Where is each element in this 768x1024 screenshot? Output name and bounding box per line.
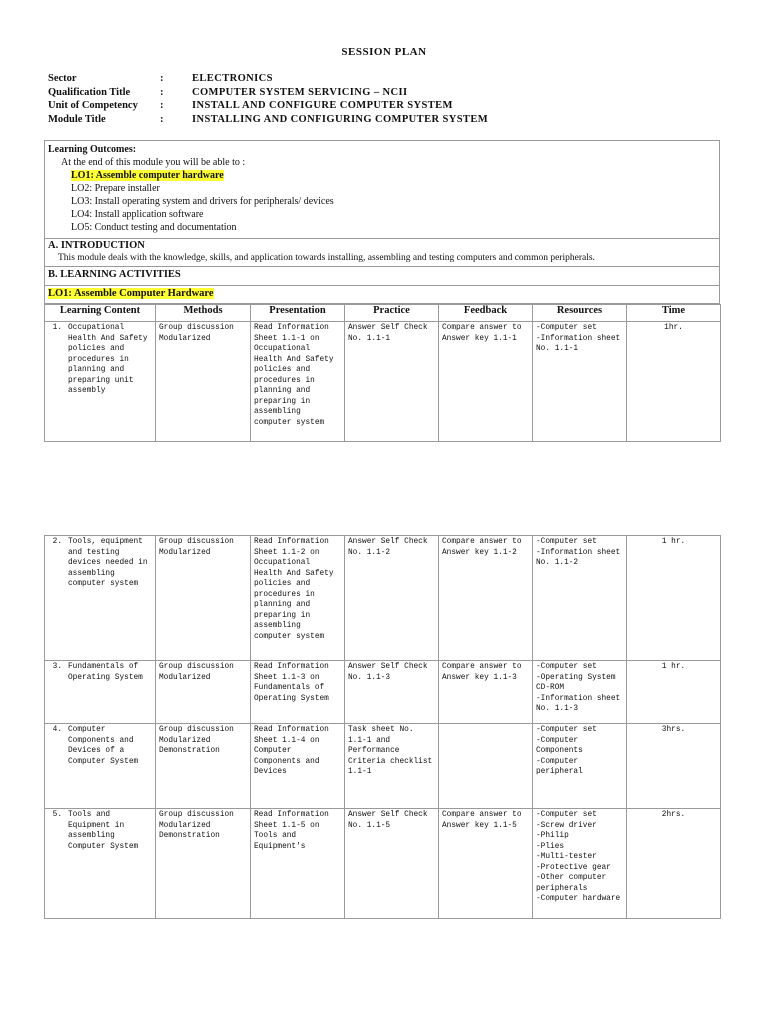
col-header-learning-content: Learning Content [45,305,156,322]
table-header-row [45,305,721,322]
activities-table-part2 [44,535,721,919]
row-number: 4. [52,726,62,734]
cell-practice: Answer Self Check No. 1.1-5 [345,809,439,919]
resource-item: -Computer set [536,324,597,332]
outcome-item [48,169,719,182]
meta-row-unit [48,99,488,113]
meta-colon: : [160,100,164,111]
cell-feedback: Compare answer to Answer key 1.1-3 [439,661,533,724]
cell-presentation: Read Information Sheet 1.1-1 on Occupational Health And Safety policies and procedures in planning and preparing in assembling computer system [251,322,345,442]
cell-resources [533,536,627,661]
cell-presentation: Read Information Sheet 1.1-3 on Fundamentals of Operating System [251,661,345,724]
cell-time: 1 hr. [627,661,721,724]
content-text: Fundamentals of Operating System [68,663,143,682]
col-header-time: Time [627,305,721,322]
cell-learning-content [45,724,156,809]
cell-feedback: Compare answer to Answer key 1.1-2 [439,536,533,661]
document-title: SESSION PLAN [341,46,427,58]
meta-label: Qualification Title [48,86,131,98]
outcome-item: LO2: Prepare installer [71,183,160,194]
cell-learning-content [45,809,156,919]
meta-colon: : [160,73,164,84]
cell-methods: Group discussion Modularized [156,536,251,661]
content-text: Computer Components and Devices of a Computer System [68,726,139,766]
meta-label: Module Title [48,113,106,125]
resource-item: -Operating System CD-ROM [536,673,616,692]
cell-resources [533,809,627,919]
outcome-lo1-highlighted: LO1: Assemble computer hardware [71,170,224,181]
content-text: Tools and Equipment in assembling Computer System [68,811,139,851]
cell-feedback: Compare answer to Answer key 1.1-1 [439,322,533,442]
cell-learning-content [45,322,156,442]
col-header-feedback: Feedback [439,305,533,322]
cell-learning-content [45,661,156,724]
outcomes-intro: At the end of this module you will be able to : [61,157,246,168]
cell-time: 1hr. [627,322,721,442]
cell-time: 2hrs. [627,809,721,919]
content-text: Tools, equipment and testing devices needed in assembling computer system [68,538,148,588]
col-header-practice: Practice [345,305,439,322]
cell-feedback: Compare answer to Answer key 1.1-5 [439,809,533,919]
resource-item: -Computer set [536,726,597,734]
cell-resources [533,322,627,442]
outcomes-heading: Learning Outcomes: [48,144,137,155]
resource-item: -Plies [536,842,565,851]
outcome-item: LO5: Conduct testing and documentation [71,222,237,233]
module-info [48,72,488,126]
learning-activities-heading: B. LEARNING ACTIVITIES [44,267,720,286]
resource-item: -Computer set [536,663,597,671]
resource-item: -Computer hardware [536,895,621,903]
cell-methods: Group discussion Modularized Demonstration [156,724,251,809]
outcome-item: LO3: Install operating system and drivers for peripherals/ devices [71,196,334,207]
introduction-heading: A. INTRODUCTION [48,240,145,251]
resource-item: -Computer peripheral [536,757,583,776]
table-row [45,661,721,724]
content-text: Occupational Health And Safety policies and procedures in planning and preparing unit assembly [68,324,148,395]
cell-presentation: Read Information Sheet 1.1-2 on Occupational Health And Safety policies and procedures in planning and preparing in assembling computer system [251,536,345,661]
row-number: 5. [52,811,62,819]
meta-colon: : [160,113,164,125]
cell-feedback [439,724,533,809]
resource-item: -Protective gear [536,863,611,872]
cell-practice: Answer Self Check No. 1.1-1 [345,322,439,442]
resource-item: -Information sheet No. 1.1-3 [536,694,621,713]
lo1-heading: LO1: Assemble Computer Hardware [48,288,214,299]
meta-value: INSTALL AND CONFIGURE COMPUTER SYSTEM [192,100,453,111]
meta-value: ELECTRONICS [192,73,273,84]
meta-row-module [48,113,488,127]
meta-value: COMPUTER SYSTEM SERVICING – NCII [192,86,408,98]
introduction-section [44,239,720,267]
cell-practice: Task sheet No. 1.1-1 and Performance Criteria checklist 1.1-1 [345,724,439,809]
activities-table-part1 [44,304,721,442]
resource-item: -Computer Components [536,736,583,755]
cell-time: 3hrs. [627,724,721,809]
resource-item: -Screw driver [536,821,597,830]
row-number: 2. [52,538,62,546]
meta-value: INSTALLING AND CONFIGURING COMPUTER SYSTEM [192,113,489,125]
resource-item: -Information sheet No. 1.1-1 [536,334,621,353]
row-number: 3. [52,663,62,671]
learning-outcomes-box [44,140,720,239]
cell-resources [533,661,627,724]
meta-label: Unit of Competency [48,100,138,111]
table-row [45,322,721,442]
resource-item: -Information sheet No. 1.1-2 [536,548,621,567]
col-header-methods: Methods [156,305,251,322]
col-header-presentation: Presentation [251,305,345,322]
resource-item: -Computer set [536,538,597,546]
meta-label: Sector [48,73,77,84]
resource-item: -Multi-tester [536,853,597,861]
resource-item: -Computer set [536,811,597,819]
cell-presentation: Read Information Sheet 1.1-5 on Tools and Equipment's [251,809,345,919]
table-row [45,724,721,809]
cell-methods: Group discussion Modularized [156,322,251,442]
outcome-item: LO4: Install application software [71,209,204,220]
introduction-text: This module deals with the knowledge, skills, and application towards installing, assembling and testing computers and common peripherals. [58,253,595,263]
table-row [45,536,721,661]
cell-practice: Answer Self Check No. 1.1-2 [345,536,439,661]
cell-learning-content [45,536,156,661]
meta-colon: : [160,86,164,98]
row-number: 1. [52,324,62,332]
resource-item: -Philip [536,832,569,840]
table-row [45,809,721,919]
lo1-heading-row [44,286,720,304]
cell-methods: Group discussion Modularized [156,661,251,724]
cell-resources [533,724,627,809]
meta-row-sector [48,72,488,86]
cell-practice: Answer Self Check No. 1.1-3 [345,661,439,724]
cell-methods: Group discussion Modularized Demonstration [156,809,251,919]
meta-row-qualification [48,86,488,100]
resource-item: -Other computer peripherals [536,874,607,893]
cell-presentation: Read Information Sheet 1.1-4 on Computer Components and Devices [251,724,345,809]
cell-time: 1 hr. [627,536,721,661]
col-header-resources: Resources [533,305,627,322]
